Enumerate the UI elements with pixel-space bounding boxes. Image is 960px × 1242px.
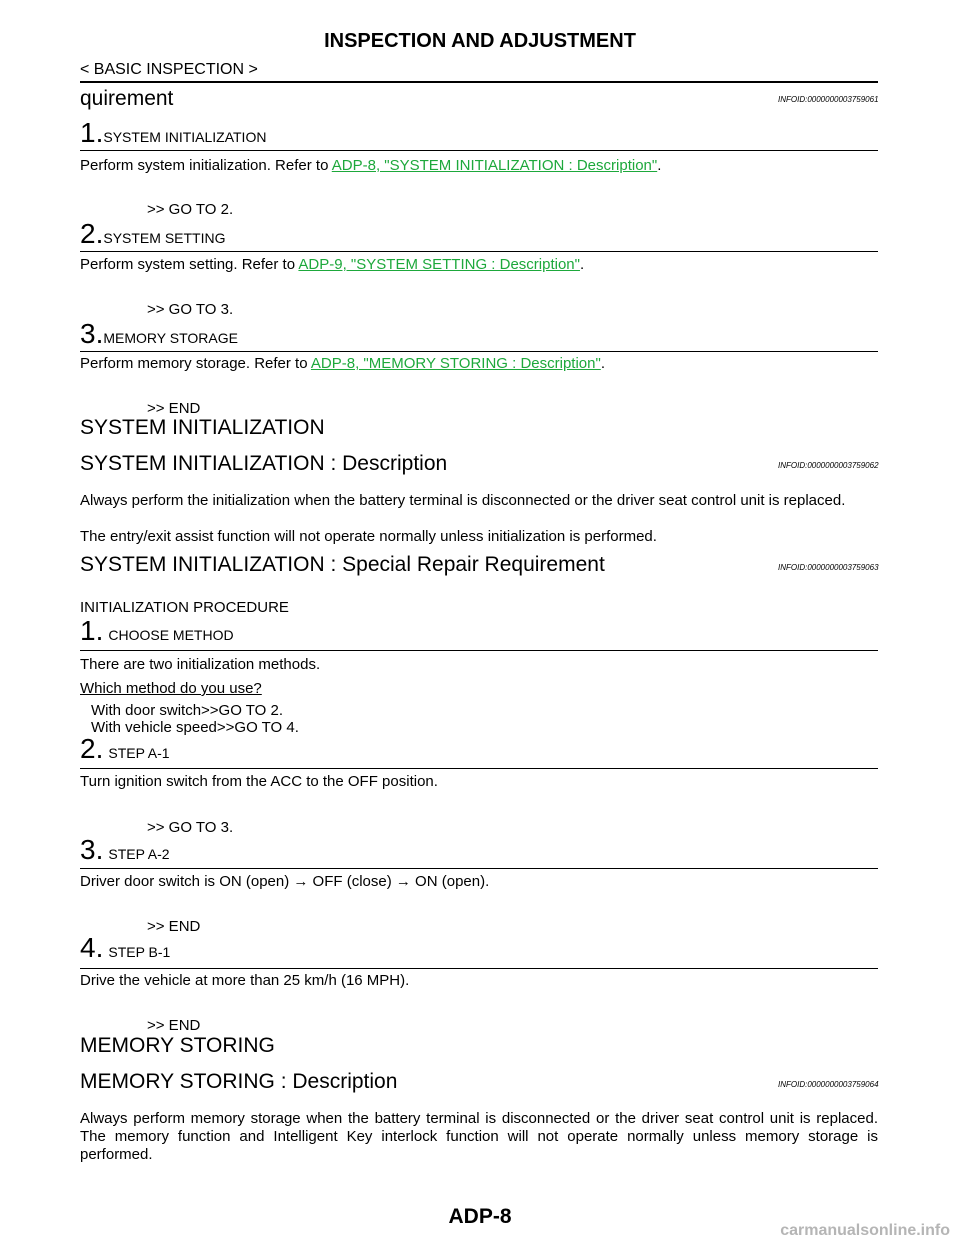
step-heading xyxy=(80,117,266,149)
step-label: MEMORY STORAGE xyxy=(103,330,238,346)
page-title: INSPECTION AND ADJUSTMENT xyxy=(324,30,636,52)
step-number: 1. xyxy=(80,117,104,148)
description-paragraph: Always perform the initialization when the battery terminal is disconnected or the driver seat control unit is replaced. xyxy=(80,492,846,509)
step-number: 2. xyxy=(80,218,104,249)
subsection-title: SYSTEM INITIALIZATION : Special Repair Requirement xyxy=(80,553,605,576)
method-option-vehicle-speed: With vehicle speed>>GO TO 4. xyxy=(91,719,299,736)
step-label: STEP A-1 xyxy=(108,745,170,761)
step-number: 4. xyxy=(80,932,104,963)
info-id: INFOID:0000000003759063 xyxy=(778,563,879,572)
step-divider xyxy=(80,968,878,969)
step-number: 3. xyxy=(80,834,104,865)
step-label: STEP B-1 xyxy=(108,944,171,960)
step-heading xyxy=(80,932,170,964)
method-question: Which method do you use? xyxy=(80,680,262,697)
step-divider xyxy=(80,251,878,252)
step-number: 3. xyxy=(80,318,104,349)
description-paragraph: The entry/exit assist function will not operate normally unless initialization is performed. xyxy=(80,528,657,545)
step-instruction: Turn ignition switch from the ACC to the OFF position. xyxy=(80,773,438,790)
step-result: >> GO TO 2. xyxy=(147,201,234,218)
step-heading xyxy=(80,834,170,866)
step-result: >> GO TO 3. xyxy=(147,819,234,836)
step-instruction: Drive the vehicle at more than 25 km/h (16 MPH). xyxy=(80,972,410,989)
description-paragraph: Always perform memory storage when the battery terminal is disconnected or the driver seat control unit is replaced. The memory function and Intelligent Key interlock function will not operate normally unless memory storage is performed. xyxy=(80,1110,878,1163)
section-heading: SYSTEM INITIALIZATION xyxy=(80,416,325,439)
step-number: 1. xyxy=(80,615,104,646)
step-divider xyxy=(80,868,878,869)
step-result: >> END xyxy=(147,918,201,935)
step-instruction: Perform memory storage. Refer to ADP-8, "MEMORY STORING : Description". xyxy=(80,355,605,372)
step-instruction: There are two initialization methods. xyxy=(80,656,321,673)
step-label: CHOOSE METHOD xyxy=(108,627,234,643)
step-divider xyxy=(80,150,878,151)
method-option-door-switch: With door switch>>GO TO 2. xyxy=(91,702,284,719)
subsection-title: MEMORY STORING : Description xyxy=(80,1070,398,1093)
step-heading xyxy=(80,218,225,250)
step-heading xyxy=(80,733,170,765)
step-instruction: Perform system setting. Refer to ADP-9, "SYSTEM SETTING : Description". xyxy=(80,256,585,273)
step-label: SYSTEM SETTING xyxy=(103,230,226,246)
subsection-title: SYSTEM INITIALIZATION : Description xyxy=(80,452,448,475)
step-instruction: Perform system initialization. Refer to ADP-8, "SYSTEM INITIALIZATION : Description". xyxy=(80,157,662,174)
step-number: 2. xyxy=(80,733,104,764)
reference-link[interactable]: ADP-8, "SYSTEM INITIALIZATION : Description" xyxy=(331,157,658,174)
step-divider xyxy=(80,351,878,352)
header-divider xyxy=(80,81,878,83)
watermark: carmanualsonline.info xyxy=(780,1222,950,1239)
step-label: STEP A-2 xyxy=(108,846,170,862)
step-instruction: Driver door switch is ON (open) → OFF (close) → ON (open). xyxy=(80,873,490,890)
info-id: INFOID:0000000003759064 xyxy=(778,1080,879,1089)
page-number: ADP-8 xyxy=(448,1205,512,1228)
step-heading xyxy=(80,318,238,350)
reference-link[interactable]: ADP-8, "MEMORY STORING : Description" xyxy=(310,355,601,372)
info-id: INFOID:0000000003759062 xyxy=(778,461,879,470)
step-divider xyxy=(80,650,878,651)
step-result: >> END xyxy=(147,400,201,417)
procedure-title: INITIALIZATION PROCEDURE xyxy=(80,599,289,616)
section-title-requirement: quirement xyxy=(80,87,174,110)
section-heading: MEMORY STORING xyxy=(80,1034,275,1057)
step-label: SYSTEM INITIALIZATION xyxy=(103,129,267,145)
step-heading xyxy=(80,615,234,647)
reference-link[interactable]: ADP-9, "SYSTEM SETTING : Description" xyxy=(298,256,580,273)
step-result: >> GO TO 3. xyxy=(147,301,234,318)
step-result: >> END xyxy=(147,1017,201,1034)
info-id: INFOID:0000000003759061 xyxy=(778,95,879,104)
step-divider xyxy=(80,768,878,769)
section-breadcrumb: < BASIC INSPECTION > xyxy=(80,61,258,78)
